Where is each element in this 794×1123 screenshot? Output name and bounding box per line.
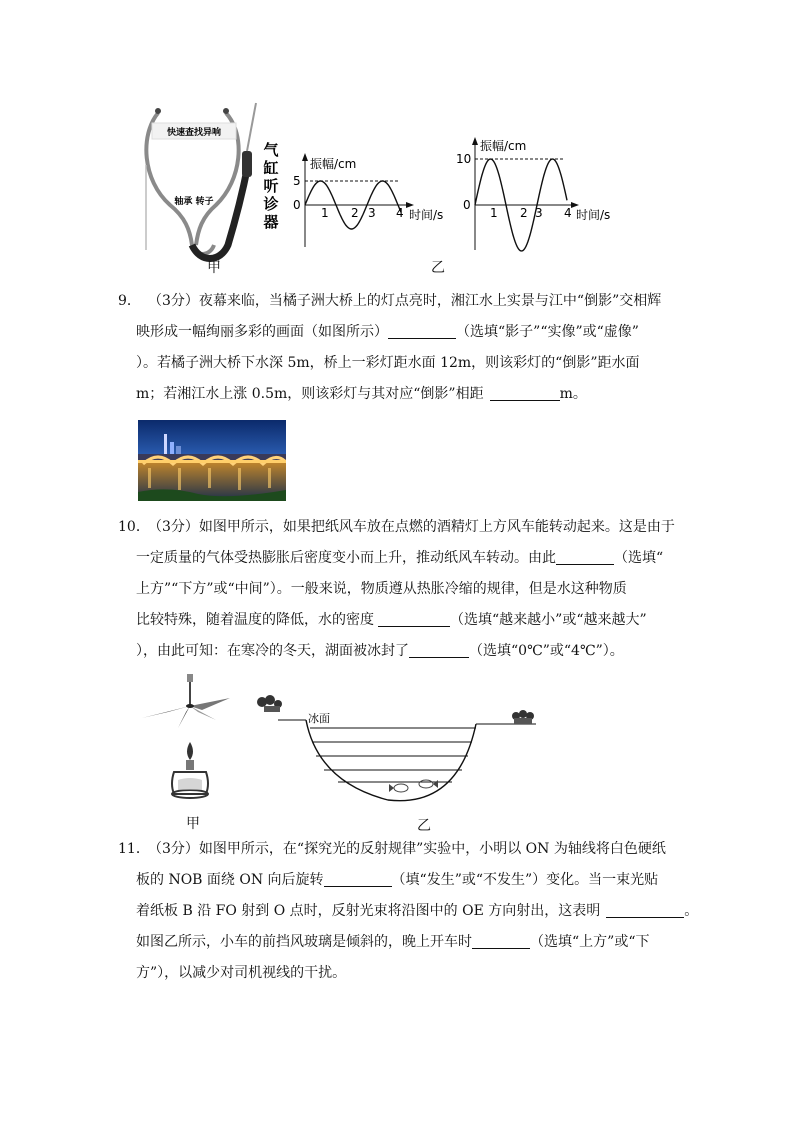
question-9-line3: ）。若橘子洲大桥下水深 5m，桥上一彩灯距水面 12m，则该彩灯的“倒影”距水面 xyxy=(136,355,640,371)
question-10-line5a: ），由此可知：在寒冷的冬天，湖面被冰封了 xyxy=(136,643,409,659)
wave-right-tick-4: 4 xyxy=(564,206,572,220)
question-11 xyxy=(118,834,699,989)
wave-left-zero-label: 0 xyxy=(293,198,301,212)
question-10 xyxy=(118,512,678,667)
question-10-line4a: 比较特殊，随着温度的降低，水的密度 xyxy=(136,612,374,628)
answer-blank-9-1[interactable] xyxy=(388,322,456,339)
question-9-line4b: m。 xyxy=(559,386,587,402)
wave-right-ylabel: 振幅/cm xyxy=(480,139,527,153)
wave-right-xlabel: 时间/s xyxy=(576,208,611,222)
ice-surface-label: 冰面 xyxy=(308,712,330,725)
answer-blank-10-3[interactable] xyxy=(409,641,469,658)
question-11-line2a: 板的 NOB 面绕 ON 向后旋转 xyxy=(136,872,324,888)
question-11-line2b: （填“发生”或“不发生”）变化。当一束光贴 xyxy=(391,872,659,888)
pinwheel-and-lamp xyxy=(142,674,230,798)
question-10-line1: （3分）如图甲所示，如果把纸风车放在点燃的酒精灯上方风车能转动起来。这是由于 xyxy=(148,519,675,535)
top-figure-caption-yi: 乙 xyxy=(431,260,445,276)
wave-right-zero-label: 0 xyxy=(463,198,471,212)
stethoscope-vertical-label-2: 听 xyxy=(263,177,279,195)
question-9 xyxy=(118,286,678,410)
question-9-line2b: （选填“影子”“实像”或“虚像” xyxy=(456,324,639,340)
question-11-line3a: 着纸板 B 沿 FO 射到 O 点时，反射光束将沿图中的 OE 方向射出，这表明 xyxy=(136,903,601,919)
stethoscope-vertical-label-1: 缸 xyxy=(263,159,279,177)
stethoscope-image xyxy=(146,103,279,259)
wave-left-xlabel: 时间/s xyxy=(409,208,444,222)
answer-blank-10-2[interactable] xyxy=(378,610,450,627)
question-10-line2b: （选填“ xyxy=(614,550,664,566)
question-11-line4b: （选填“上方”或“下 xyxy=(530,934,650,950)
wave-left-tick-1: 1 xyxy=(321,206,329,220)
question-9-line4a: m；若湘江水上涨 0.5m，则该彩灯与其对应“倒影”相距 xyxy=(136,386,484,402)
question-10-line4b: （选填“越来越小”或“越来越大” xyxy=(450,612,647,628)
q10-figure-caption-jia: 甲 xyxy=(186,816,200,832)
wave-right-tick-2: 2 xyxy=(520,206,528,220)
wave-left-tick-3: 3 xyxy=(368,206,376,220)
answer-blank-10-1[interactable] xyxy=(556,548,614,565)
answer-blank-9-3[interactable] xyxy=(490,384,560,401)
question-11-line4a: 如图乙所示，小车的前挡风玻璃是倾斜的，晚上开车时 xyxy=(136,934,472,950)
question-11-line1: （3分）如图甲所示，在“探究光的反射规律”实验中，小明以 ON 为轴线将白色硬纸 xyxy=(148,841,666,857)
wave-right-amp-label: 10 xyxy=(456,152,472,166)
tree-right-icon xyxy=(512,710,534,724)
tree-left-icon xyxy=(257,695,282,712)
question-10-line3: 上方”“下方”或“中间”）。一般来说，物质遵从热胀冷缩的规律，但是水这种物质 xyxy=(136,581,627,597)
question-9-line1: （3分）夜幕来临，当橘子洲大桥上的灯点亮时，湘江水上实景与江中“倒影”交相辉 xyxy=(148,293,662,309)
wave-graph-left xyxy=(293,153,443,247)
question-10-line2a: 一定质量的气体受热膨胀后密度变小而上升，推动纸风车转动。由此 xyxy=(136,550,556,566)
answer-blank-11-3[interactable] xyxy=(472,932,530,949)
wave-left-tick-2: 2 xyxy=(351,206,359,220)
stethoscope-bearing-text: 轴承 转子 xyxy=(174,197,214,207)
stethoscope-vertical-label-0: 气 xyxy=(263,141,279,159)
top-figure xyxy=(130,95,640,275)
wave-left-tick-4: 4 xyxy=(396,206,404,220)
wave-right-tick-1: 1 xyxy=(490,206,498,220)
question-11-line5: 方”），以减少对司机视线的干扰。 xyxy=(136,965,347,981)
answer-blank-11-2[interactable] xyxy=(606,901,684,918)
stethoscope-vertical-label-3: 诊 xyxy=(263,195,279,213)
top-figure-caption-jia: 甲 xyxy=(207,260,221,276)
question-10-line5b: （选填“0℃”或“4℃”）。 xyxy=(469,643,624,659)
stethoscope-vertical-label-4: 器 xyxy=(263,213,279,231)
question-9-line2a: 映形成一幅绚丽多彩的画面（如图所示） xyxy=(136,324,388,340)
question-11-number: 11． xyxy=(118,841,150,857)
q10-figure xyxy=(138,672,548,812)
wave-right-tick-3: 3 xyxy=(535,206,543,220)
answer-blank-11-1[interactable] xyxy=(324,870,392,887)
question-9-number: 9． xyxy=(118,293,141,309)
bridge-night-photo xyxy=(138,420,286,501)
question-11-line3b: 。 xyxy=(684,903,699,919)
question-10-number: 10． xyxy=(118,519,150,535)
lake-cross-section xyxy=(257,695,536,801)
wave-graph-right xyxy=(456,137,610,251)
wave-left-ylabel: 振幅/cm xyxy=(310,157,357,171)
q10-figure-caption-yi: 乙 xyxy=(417,818,431,834)
wave-left-amp-label: 5 xyxy=(293,174,301,188)
stethoscope-tag-text: 快速查找异响 xyxy=(166,128,222,138)
